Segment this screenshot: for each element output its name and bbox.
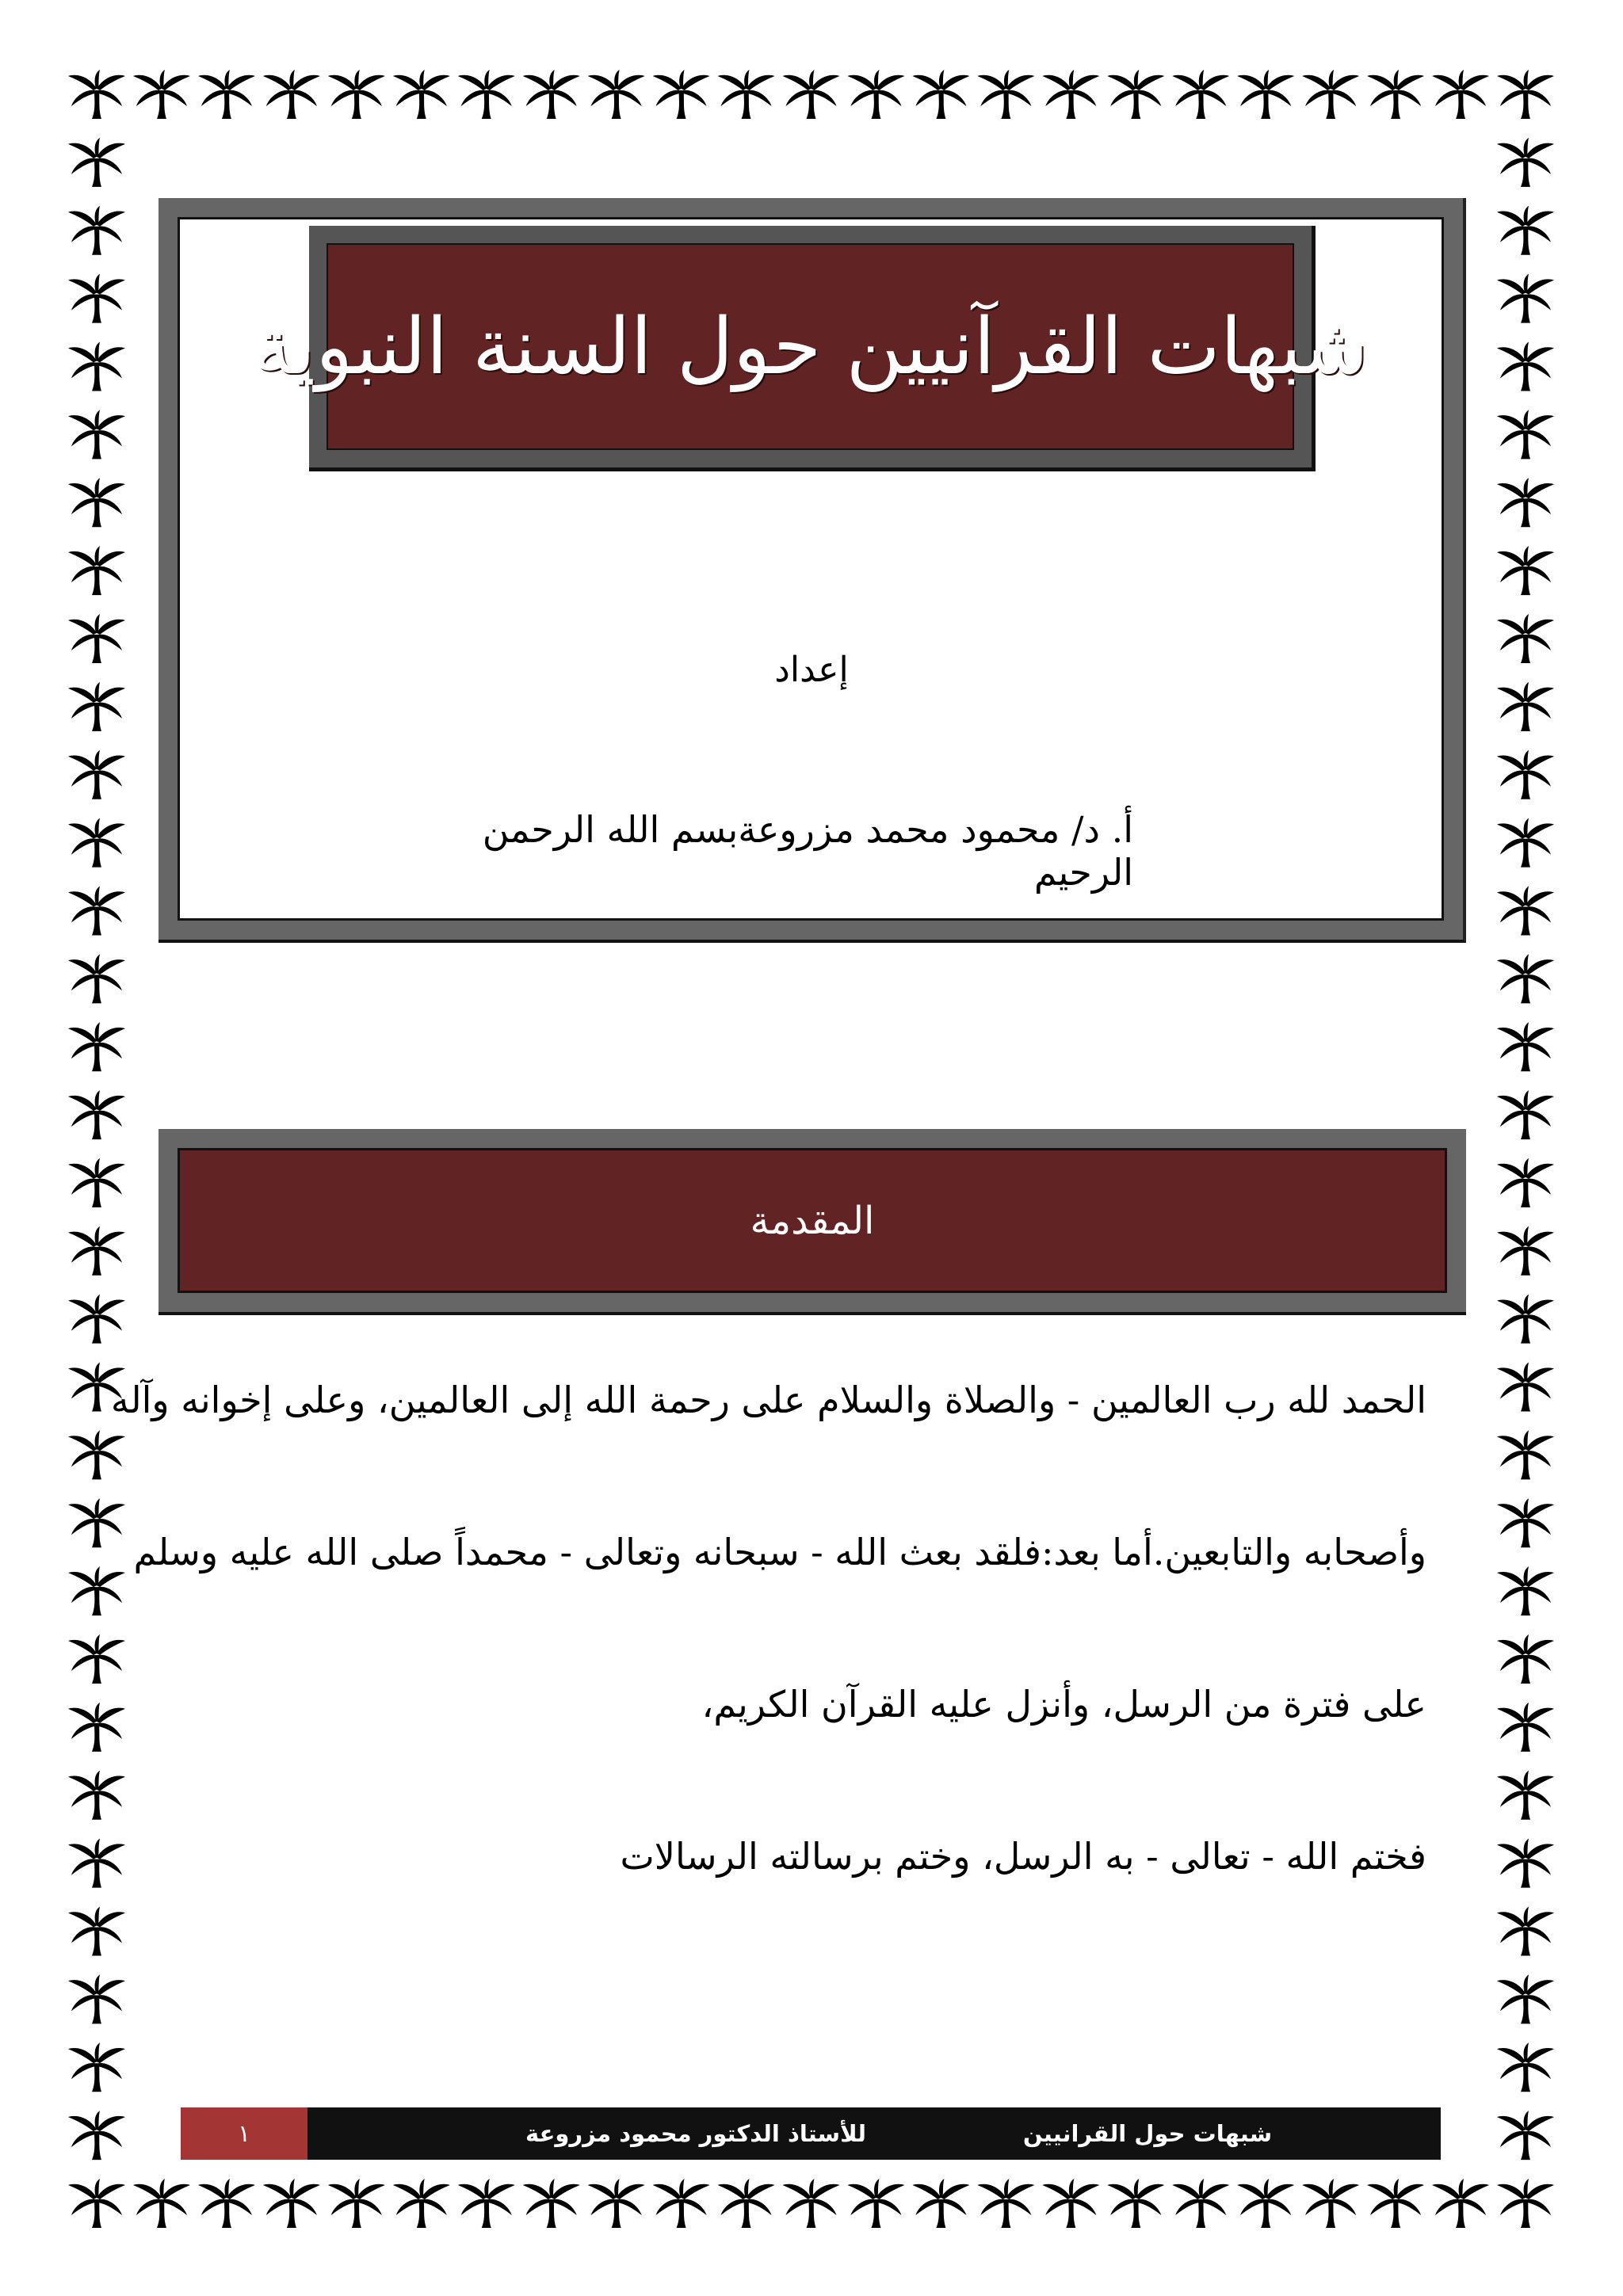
page-number: ١ [181,2107,307,2160]
section-header-frame [158,1129,1466,1315]
title-banner [252,226,1369,471]
page-footer [181,2107,1441,2160]
document-title: شبهات القرآنيين حول السنة النبوية [252,301,1369,392]
footer-author: للأستاذ الدكتور محمود مزروعة [525,2120,866,2147]
title-banner-inner [252,243,1369,450]
body-line: على فترة من الرسل، وأنزل عليه القرآن الكريم، [701,1683,1426,1726]
prepared-by-label: إعداد [774,650,849,690]
body-line: الحمد لله رب العالمين - والصلاة والسلام على رحمة الله إلى العالمين، وعلى إخوانه وآله [110,1379,1426,1421]
body-line: فختم الله - تعالى - به الرسل، وختم برسالته الرسالات [620,1835,1426,1878]
footer-title: شبهات حول القرانيين [1022,2120,1273,2147]
body-line: وأصحابه والتابعين.أما بعد:فلقد بعث الله - سبحانه وتعالى - محمداً صلى الله عليه وسلم [133,1531,1426,1573]
body-text [110,1363,1426,1971]
author-line: أ. د/ محمود محمد مزروعةبسم الله الرحمن الرحيم [482,808,1133,894]
section-header-banner [178,1148,1447,1293]
section-heading: المقدمة [750,1198,875,1243]
